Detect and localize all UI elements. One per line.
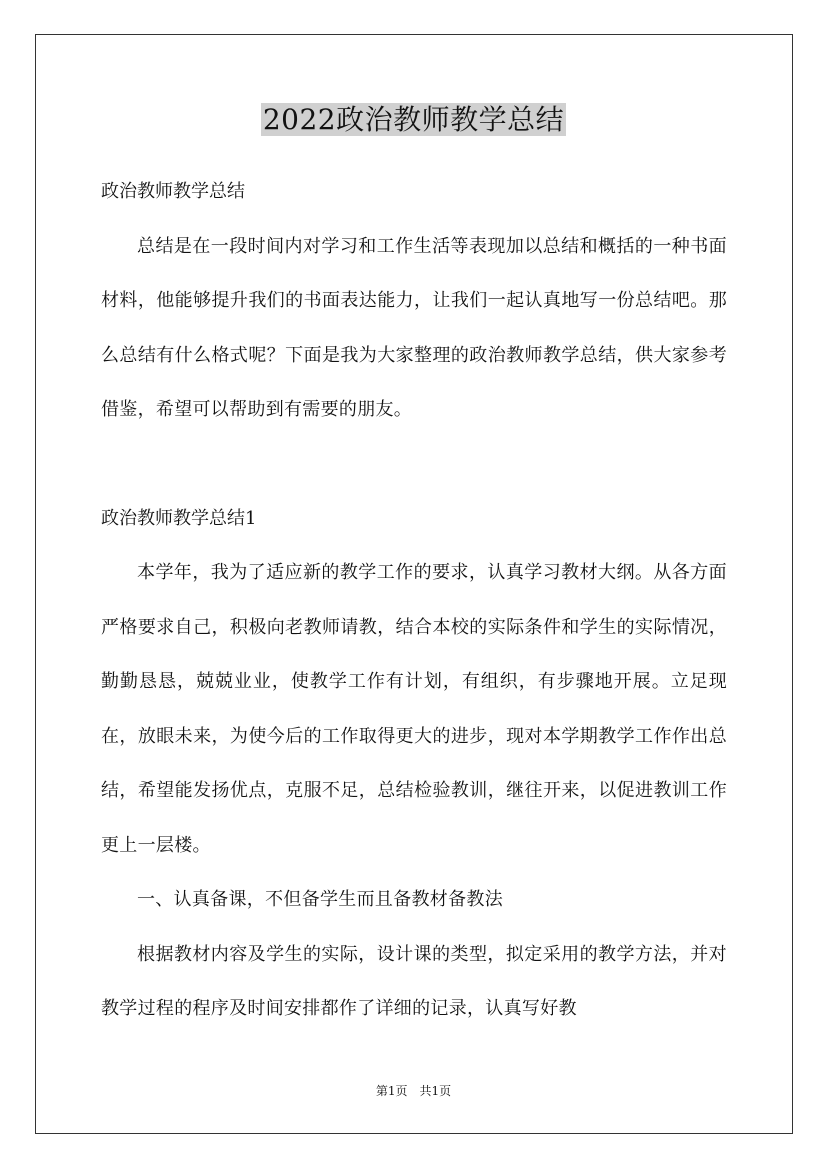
- page-number: 第1页 共1页: [375, 1084, 452, 1098]
- document-body: [101, 165, 727, 1037]
- body-paragraph-1: 本学年，我为了适应新的教学工作的要求，认真学习教材大纲。从各方面严格要求自己，积极向老教师请教，结合本校的实际条件和学生的实际情况，勤勤恳恳，兢兢业业，使教学工作有计划，有组织，有步骤地开展。立足现在，放眼未来，为使今后的工作取得更大的进步，现对本学期教学工作作出总结，希望能发扬优点，克服不足，总结检验教训，继往开来，以促进教训工作更上一层楼。: [101, 562, 727, 856]
- section-spacer: [101, 438, 727, 492]
- title-highlight: 2022政治教师教学总结: [262, 103, 565, 136]
- subtitle: 政治教师教学总结: [101, 181, 245, 202]
- intro-paragraph: 总结是在一段时间内对学习和工作生活等表现加以总结和概括的一种书面材料，他能够提升我们的书面表达能力，让我们一起认真地写一份总结吧。那么总结有什么格式呢？下面是我为大家整理的政治教师教学总结，供大家参考借鉴，希望可以帮助到有需要的朋友。: [101, 235, 727, 420]
- body-paragraph-2: 根据教材内容及学生的实际，设计课的类型，拟定采用的教学方法，并对教学过程的程序及时间安排都作了详细的记录，认真写好教: [101, 943, 727, 1019]
- sub-heading: 一、认真备课，不但备学生而且备教材备教法: [137, 889, 503, 910]
- section-heading: 政治教师教学总结1: [101, 507, 257, 529]
- document-title: [0, 100, 827, 140]
